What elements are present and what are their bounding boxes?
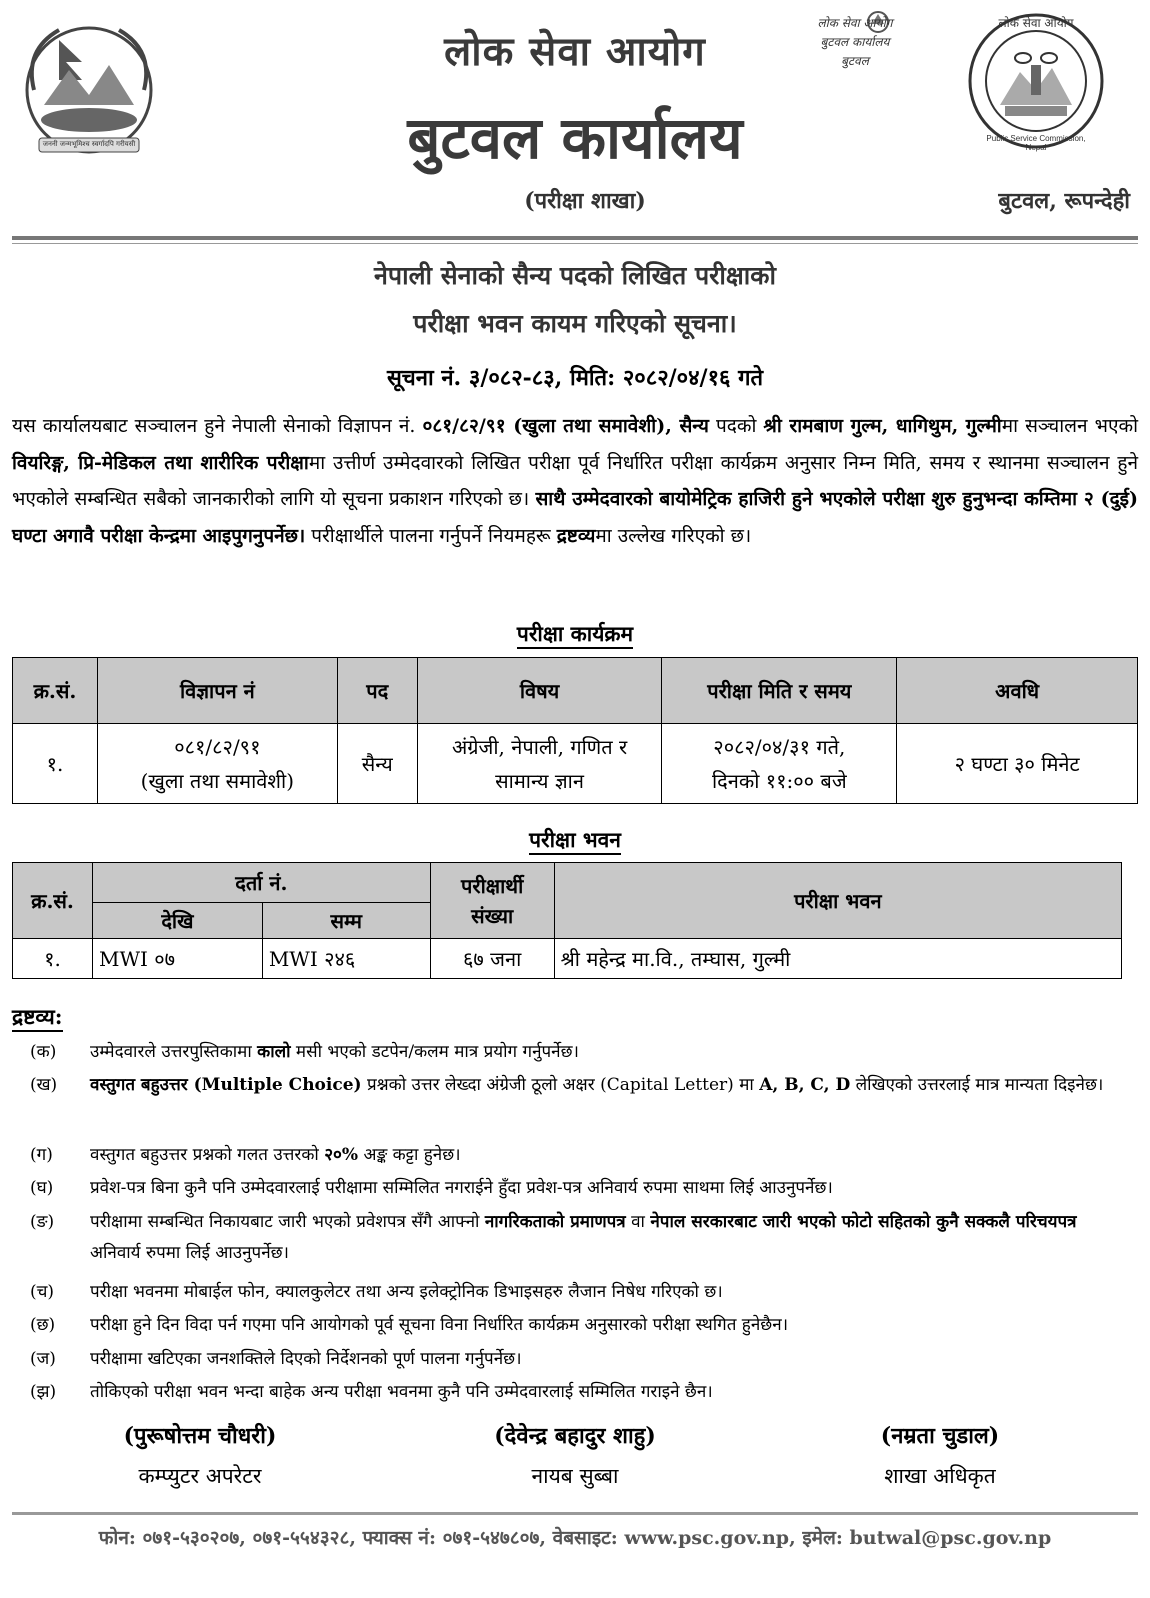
note-text: तोकिएको परीक्षा भवन भन्दा बाहेक अन्य परीक्षा भवनमा कुनै पनि उम्मेदवारलाई सम्मिलित गराइने छैन।: [90, 1382, 713, 1402]
note-mark: (छ): [30, 1315, 56, 1335]
subject-line: अंग्रेजी, नेपाली, गणित र: [451, 734, 628, 759]
note-mark: (ङ): [30, 1212, 55, 1232]
table-row: [13, 724, 1138, 804]
venue-count: ६७ जना: [430, 939, 554, 979]
note-mark: (घ): [30, 1178, 54, 1198]
footer-divider: [12, 1512, 1138, 1515]
note-text: अङ्क कट्टा हुनेछ।: [358, 1145, 461, 1165]
venue-col-venue: परीक्षा भवन: [554, 863, 1121, 939]
para-text: यस कार्यालयबाट सञ्चालन हुने नेपाली सेनाको विज्ञापन नं.: [12, 415, 423, 437]
schedule-col-datetime: परीक्षा मिति र समय: [662, 658, 897, 724]
venue-table: [12, 862, 1122, 979]
para-unit: श्री रामबाण गुल्म, धागिथुम, गुल्मी: [763, 415, 1002, 437]
count-header-line: संख्या: [471, 903, 514, 928]
schedule-post: सैन्य: [337, 724, 417, 804]
venue-header-row: [13, 863, 1122, 903]
schedule-header-row: [13, 658, 1138, 724]
count-header-line: परीक्षार्थी: [461, 873, 524, 898]
advert-no: ०८१/८२/९१: [174, 734, 261, 759]
signatory-3-name: (नम्रता चुडाल): [880, 1423, 1000, 1449]
note-item: [30, 1344, 1120, 1375]
para-advert-no: ०८१/८२/९१ (खुला तथा समावेशी), सैन्य: [422, 415, 709, 437]
schedule-table: [12, 657, 1138, 804]
emblem-motto: जननी जन्मभूमिश्च स्वर्गादपि गरीयसी: [42, 140, 136, 148]
note-bold: २०%: [324, 1145, 359, 1165]
header-title-office: बुटवल कार्यालय: [407, 104, 743, 172]
venue-heading-text: परीक्षा भवन: [529, 827, 621, 855]
note-bold: नागरिकताको प्रमाणपत्र: [484, 1212, 626, 1232]
para-text: मा सञ्चालन भएको: [1001, 415, 1139, 437]
note-mark: (झ): [30, 1382, 57, 1402]
header-divider: [12, 236, 1138, 240]
psc-logo-ring-text: Public Service Commission, Nepal: [986, 134, 1086, 152]
para-text: परीक्षार्थीले पालना गर्नुपर्ने नियमहरू: [305, 524, 557, 547]
header-branch: (परीक्षा शाखा): [524, 188, 646, 214]
note-bold: वस्तुगत बहुउत्तर (Multiple Choice): [90, 1075, 362, 1095]
venue-col-sn: क्र.सं.: [13, 863, 93, 939]
signatory-1-title: कम्प्युटर अपरेटर: [138, 1464, 262, 1488]
para-text: पदको: [708, 415, 764, 437]
note-mark: (ग): [30, 1145, 53, 1165]
table-row: [13, 939, 1122, 979]
schedule-heading-text: परीक्षा कार्यक्रम: [517, 621, 633, 649]
schedule-col-post: पद: [337, 658, 417, 724]
note-item: [30, 1070, 1120, 1101]
header-location: बुटवल, रूपन्देही: [998, 188, 1130, 214]
note-text: वस्तुगत बहुउत्तर प्रश्नको गलत उत्तरको: [90, 1145, 325, 1165]
notice-title-line2: परीक्षा भवन कायम गरिएको सूचना।: [413, 309, 737, 338]
header-divider-thin: [12, 243, 1138, 244]
note-mark: (च): [30, 1282, 55, 1302]
venue-sn: १.: [13, 939, 93, 979]
venue-col-count: [430, 863, 554, 939]
para-text: मा उत्तीर्ण उम्मेदवारको लिखित परीक्षा पूर्व निर्धारित परीक्षा कार्यक्रम अनुसार निम्न मिति, समय र स्थानमा सञ्चालन हुने भएकोले सम्बन्धित सबैको जानकारीको लागि यो सूचना प्रकाशन गरिएको छ।: [12, 451, 1139, 510]
note-text: परीक्षा भवनमा मोबाईल फोन, क्यालकुलेटर तथा अन्य इलेक्ट्रोनिक डिभाइसहरु लैजान निषेध गरिएको छ।: [90, 1282, 723, 1302]
stamp-text: लोक सेवा आयोग बुटवल कार्यालय बुटवल: [817, 16, 893, 68]
note-text: लेखिएको उत्तरलाई मात्र मान्यता दिइनेछ।: [850, 1075, 1104, 1095]
exam-time: दिनको ११:०० बजे: [711, 768, 847, 793]
notice-paragraph: [12, 408, 1138, 554]
note-mark: (ज): [30, 1349, 56, 1369]
para-biometric-notice: साथै उम्मेदवारको बायोमेट्रिक हाजिरी हुने भएकोले परीक्षा शुरु हुनुभन्दा कम्तिमा २ (दुई) घण्टा अगावै परीक्षा केन्द्रमा आइपुगनुपर्नेछ।: [12, 488, 1138, 547]
note-item: [30, 1207, 1120, 1269]
schedule-advert: [97, 724, 337, 804]
signatory-2-title: नायब सुब्बा: [531, 1464, 619, 1488]
schedule-sn: १.: [13, 724, 98, 804]
signatory-1-name: (पुरूषोत्तम चौधरी): [123, 1423, 277, 1449]
note-item: [30, 1140, 1120, 1171]
schedule-subject: [417, 724, 662, 804]
schedule-duration: २ घण्टा ३० मिनेट: [897, 724, 1138, 804]
header-title-commission: लोक सेवा आयोग: [444, 28, 706, 75]
schedule-datetime: [662, 724, 897, 804]
note-text: अनिवार्य रुपमा लिई आउनुपर्नेछ।: [90, 1243, 289, 1263]
note-text: मसी भएको डटपेन/कलम मात्र प्रयोग गर्नुपर्नेछ।: [290, 1042, 579, 1062]
note-text: उम्मेदवारले उत्तरपुस्तिकामा: [90, 1042, 258, 1062]
exam-date: २०८२/०४/३१ गते,: [713, 734, 846, 759]
note-item: [30, 1277, 1120, 1308]
note-bold: A, B, C, D: [759, 1075, 851, 1095]
psc-logo-top-text: लोक सेवा आयोग: [998, 16, 1074, 30]
venue-col-roll: दर्ता नं.: [92, 863, 430, 903]
subject-line: सामान्य ज्ञान: [495, 768, 584, 793]
venue-from: MWI ०७: [92, 939, 262, 979]
note-text: वा: [625, 1212, 651, 1232]
note-item: [30, 1377, 1120, 1408]
schedule-col-sn: क्र.सं.: [13, 658, 98, 724]
para-text: मा उल्लेख गरिएको छ।: [595, 524, 752, 547]
signatory-3-title: शाखा अधिकृत: [884, 1464, 996, 1488]
note-mark: (ख): [30, 1075, 58, 1095]
schedule-col-duration: अवधि: [897, 658, 1138, 724]
note-text: प्रवेश-पत्र बिना कुनै पनि उम्मेदवारलाई परीक्षामा सम्मिलित नगराईने हुँदा प्रवेश-पत्र अनिवार्य रुपमा साथमा लिई आउनुपर्नेछ।: [90, 1178, 833, 1198]
venue-name: श्री महेन्द्र मा.वि., तम्घास, गुल्मी: [554, 939, 1121, 979]
note-bold: कालो: [257, 1042, 291, 1062]
signatory-2-name: (देवेन्द्र बहादुर शाहु): [494, 1423, 656, 1449]
venue-col-to: सम्म: [262, 903, 430, 939]
note-text: परीक्षामा सम्बन्धित निकायबाट जारी भएको प्रवेशपत्र सँगै आफ्नो: [90, 1212, 485, 1232]
advert-type: (खुला तथा समावेशी): [140, 768, 295, 793]
note-item: [30, 1310, 1120, 1341]
venue-col-from: देखि: [92, 903, 262, 939]
note-item: [30, 1037, 1120, 1068]
para-notes-ref: द्रष्टव्य: [556, 524, 596, 547]
para-tests: वियरिङ्ग, प्रि-मेडिकल तथा शारीरिक परीक्षा: [12, 451, 309, 474]
note-bold: नेपाल सरकारबाट जारी भएको फोटो सहितको कुनै सक्कलै परिचयपत्र: [650, 1212, 1077, 1232]
schedule-col-subject: विषय: [417, 658, 662, 724]
note-text: प्रश्नको उत्तर लेख्दा अंग्रेजी ठूलो अक्षर (Capital Letter) मा: [361, 1075, 760, 1095]
schedule-col-advert: विज्ञापन नं: [97, 658, 337, 724]
venue-heading: [0, 826, 1150, 854]
note-item: [30, 1173, 1120, 1204]
note-text: परीक्षामा खटिएका जनशक्तिले दिएको निर्देशनको पूर्ण पालना गर्नुपर्नेछ।: [90, 1349, 522, 1369]
notes-heading: द्रष्टव्य:: [12, 1004, 63, 1032]
notice-title-line1: नेपाली सेनाको सैन्य पदको लिखित परीक्षाको: [374, 261, 776, 290]
schedule-heading: [0, 620, 1150, 648]
venue-to: MWI २४६: [262, 939, 430, 979]
note-mark: (क): [30, 1042, 57, 1062]
notice-number-date: सूचना नं. ३/०८२-८३, मिति: २०८२/०४/१६ गते: [386, 365, 764, 391]
footer-contact: फोन: ०७१-५३०२०७, ०७१-५५४३२८, फ्याक्स नं: ०७१-५४७८०७, वेबसाइट: www.psc.gov.np, इमेल: butwal@psc.gov.np: [98, 1527, 1052, 1549]
note-text: परीक्षा हुने दिन विदा पर्न गएमा पनि आयोगको पूर्व सूचना विना निर्धारित कार्यक्रम अनुसारको परीक्षा स्थगित हुनेछैन।: [90, 1315, 789, 1335]
